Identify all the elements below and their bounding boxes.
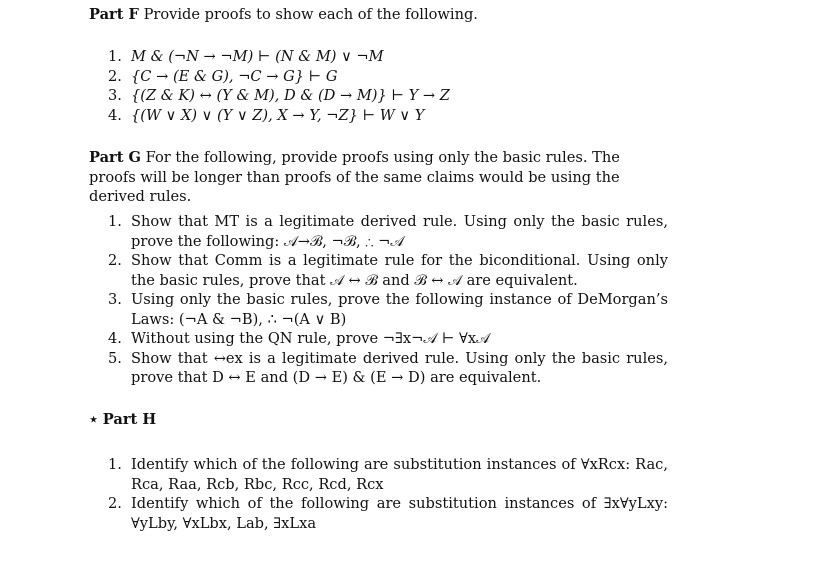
part-g-item-text: Show that Comm is a legitimate rule for the biconditional. Using only the basic rules, prove that 𝒜 ↔ ℬ and ℬ ↔ 𝒜 are equivalent. <box>131 252 668 289</box>
list-item: 3. Using only the basic rules, prove the following instance of DeMorgan’s Laws: (¬A & ¬B), ∴ ¬(A ∨ B) <box>108 291 668 328</box>
list-item: 2. Identify which of the following are substitution instances of ∃x∀yLxy: ∀yLby, ∀xLbx, Lab, ∃xLxa <box>108 495 668 532</box>
part-f-item-text: M & (¬N → ¬M) ⊢ (N & M) ∨ ¬M <box>131 48 384 65</box>
part-g-label: Part G <box>89 149 142 166</box>
part-g-intro: For the following, provide proofs using only the basic rules. The proofs will be longer than proofs of the same claims would be using the derived rules. <box>89 149 620 205</box>
list-item: 1. M & (¬N → ¬M) ⊢ (N & M) ∨ ¬M <box>108 48 384 65</box>
list-item: 1. Show that MT is a legitimate derived rule. Using only the basic rules, prove the following: 𝒜→ℬ, ¬ℬ, ∴ ¬𝒜 <box>108 213 668 250</box>
part-g-item-text: Using only the basic rules, prove the following instance of DeMorgan’s Laws: (¬A & ¬B), ∴ ¬(A ∨ B) <box>131 291 668 328</box>
part-g-heading <box>89 148 664 207</box>
list-item: 5. Show that ↔ex is a legitimate derived rule. Using only the basic rules, prove that D ↔ E and (D → E) & (E → D) are equivalent. <box>108 349 668 386</box>
star-icon: ⋆ <box>89 411 99 428</box>
list-item: 2. {C → (E & G), ¬C → G} ⊢ G <box>108 67 338 85</box>
part-f-item-text: {(Z & K) ↔ (Y & M), D & (D → M)} ⊢ Y → Z <box>131 87 450 104</box>
part-f-intro: Provide proofs to show each of the following. <box>143 6 478 23</box>
list-item: 3. {(Z & K) ↔ (Y & M), D & (D → M)} ⊢ Y → Z <box>108 87 450 104</box>
part-g-item-text: Without using the QN rule, prove ¬∃x¬𝒜 ⊢ ∀x𝒜 <box>131 330 490 347</box>
part-f-heading <box>89 5 478 25</box>
part-f-label: Part F <box>89 6 139 23</box>
part-h-label: Part H <box>102 411 157 428</box>
list-item: 4. {(W ∨ X) ∨ (Y ∨ Z), X → Y, ¬Z} ⊢ W ∨ Y <box>108 106 425 124</box>
list-item: 2. Show that Comm is a legitimate rule for the biconditional. Using only the basic rules, prove that 𝒜 ↔ ℬ and ℬ ↔ 𝒜 are equivalent. <box>108 252 668 289</box>
part-g-item-text: Show that ↔ex is a legitimate derived rule. Using only the basic rules, prove that D ↔ E and (D → E) & (E → D) are equivalent. <box>131 349 668 386</box>
part-f-item-text: {(W ∨ X) ∨ (Y ∨ Z), X → Y, ¬Z} ⊢ W ∨ Y <box>131 106 425 124</box>
part-g-list <box>108 212 668 388</box>
part-h-item-text: Identify which of the following are substitution instances of ∀xRcx: Rac, Rca, Raa, Rcb, Rbc, Rcc, Rcd, Rcx <box>131 456 668 493</box>
part-g-item-text: Show that MT is a legitimate derived rule. Using only the basic rules, prove the following: 𝒜→ℬ, ¬ℬ, ∴ ¬𝒜 <box>131 213 668 250</box>
list-item: 4. Without using the QN rule, prove ¬∃x¬𝒜 ⊢ ∀x𝒜 <box>108 330 490 347</box>
part-f-item-text: {C → (E & G), ¬C → G} ⊢ G <box>131 67 338 85</box>
list-item: 1. Identify which of the following are substitution instances of ∀xRcx: Rac, Rca, Raa, Rcb, Rbc, Rcc, Rcd, Rcx <box>108 456 668 493</box>
part-h-list <box>108 455 668 533</box>
part-h-heading <box>89 410 156 430</box>
part-f-list <box>108 47 668 125</box>
part-h-item-text: Identify which of the following are substitution instances of ∃x∀yLxy: ∀yLby, ∀xLbx, Lab, ∃xLxa <box>131 495 668 532</box>
